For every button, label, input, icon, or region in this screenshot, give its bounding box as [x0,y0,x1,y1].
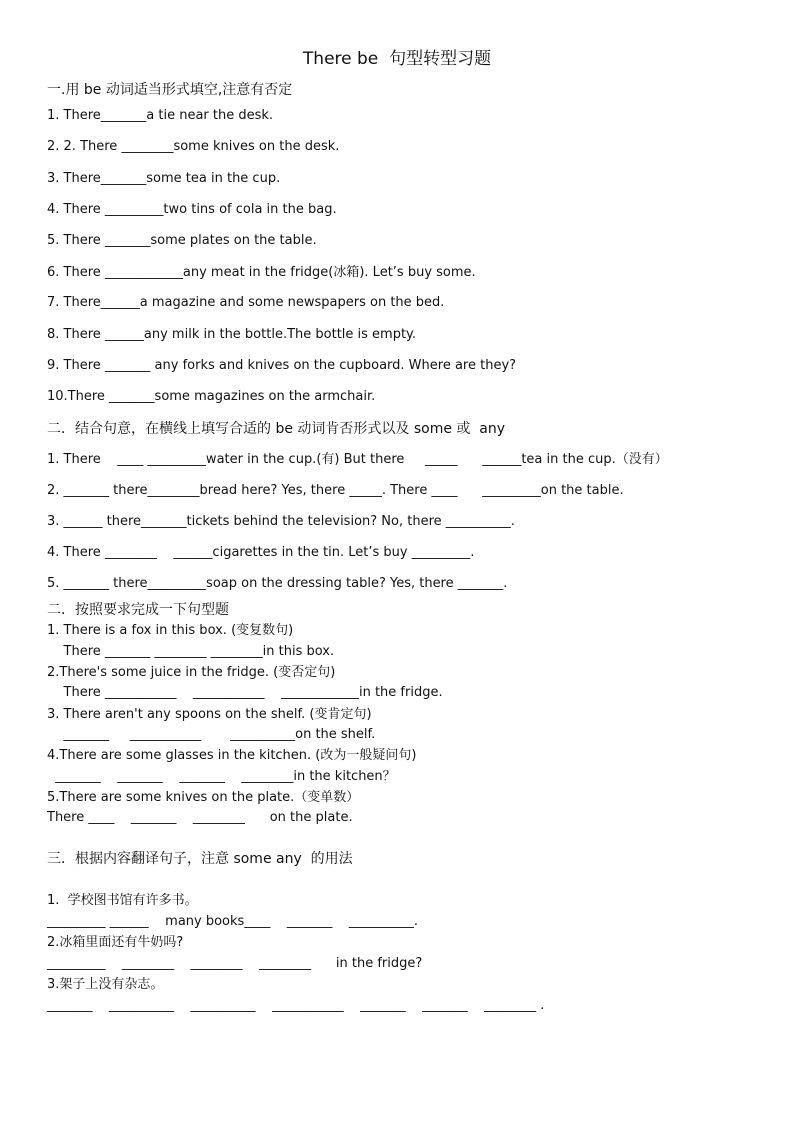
section3-line-4: There ___________ ___________ ____________in the fridge. [47,685,443,700]
section1-item-2: 2. 2. There ________some knives on the desk. [47,139,340,154]
section2-item-2: 2. _______ there________bread here? Yes, there _____. There ____ _________on the table. [47,483,624,498]
section2-item-4: 4. There ________ ______cigarettes in the tin. Let’s buy _________. [47,545,475,560]
section3-line-2: There _______ ________ ________in this box. [47,644,335,659]
section4-line-5: 3.架子上没有杂志。 [47,977,164,992]
section4-line-6: _______ __________ __________ ___________ _______ _______ ________ . [47,998,545,1013]
section2-item-5: 5. _______ there_________soap on the dressing table? Yes, there _______. [47,576,508,591]
section1-heading: 一.用 be 动词适当形式填空,注意有否定 [47,82,293,98]
section3-line-8: _______ _______ _______ ________in the kitchen？ [47,769,396,784]
section4-line-3: 2.冰箱里面还有牛奶吗? [47,935,184,950]
section3-line-3: 2.There's some juice in the fridge. (变否定句) [47,665,336,680]
section3-heading: 二．按照要求完成一下句型题 [47,602,229,618]
section3-line-1: 1. There is a fox in this box. (变复数句) [47,623,294,638]
section3-line-5: 3. There aren't any spoons on the shelf. (变肯定句) [47,707,372,722]
section4-line-4: _________ ________ ________ ________ in the fridge? [47,956,423,971]
section4-line-1: 1. 学校图书馆有许多书。 [47,893,198,908]
section1-item-6: 6. There ____________any meat in the fridge(冰箱). Let’s buy some. [47,265,476,280]
section3-line-7: 4.There are some glasses in the kitchen. (改为一般疑问句) [47,748,417,763]
section3-line-6: _______ ___________ __________on the shelf. [47,727,376,742]
section1-item-9: 9. There _______ any forks and knives on the cupboard. Where are they? [47,358,517,373]
section1-item-1: 1. There_______a tie near the desk. [47,108,274,123]
section2-heading: 二．结合句意，在横线上填写合适的 be 动词肯否形式以及 some 或 any [47,421,506,437]
section1-item-7: 7. There______a magazine and some newspapers on the bed. [47,295,445,310]
section1-item-8: 8. There ______any milk in the bottle.The bottle is empty. [47,327,417,342]
section1-item-5: 5. There _______some plates on the table. [47,233,317,248]
section1-item-10: 10.There _______some magazines on the armchair. [47,389,376,404]
page-title: There be 句型转型习题 [302,49,492,69]
section1-item-3: 3. There_______some tea in the cup. [47,171,281,186]
section2-item-3: 3. ______ there_______tickets behind the television? No, there __________. [47,514,515,529]
section4-line-2: _________ ______ many books____ _______ __________. [47,914,419,929]
section4-heading: 三．根据内容翻译句子，注意 some any 的用法 [47,851,353,867]
section2-item-1: 1. There ____ _________water in the cup.(有) But there _____ ______tea in the cup.（没有） [47,452,668,467]
section3-line-10: There ____ _______ ________ on the plate. [47,810,353,825]
section3-line-9: 5.There are some knives on the plate.（变单数） [47,790,360,805]
section1-item-4: 4. There _________two tins of cola in the bag. [47,202,337,217]
